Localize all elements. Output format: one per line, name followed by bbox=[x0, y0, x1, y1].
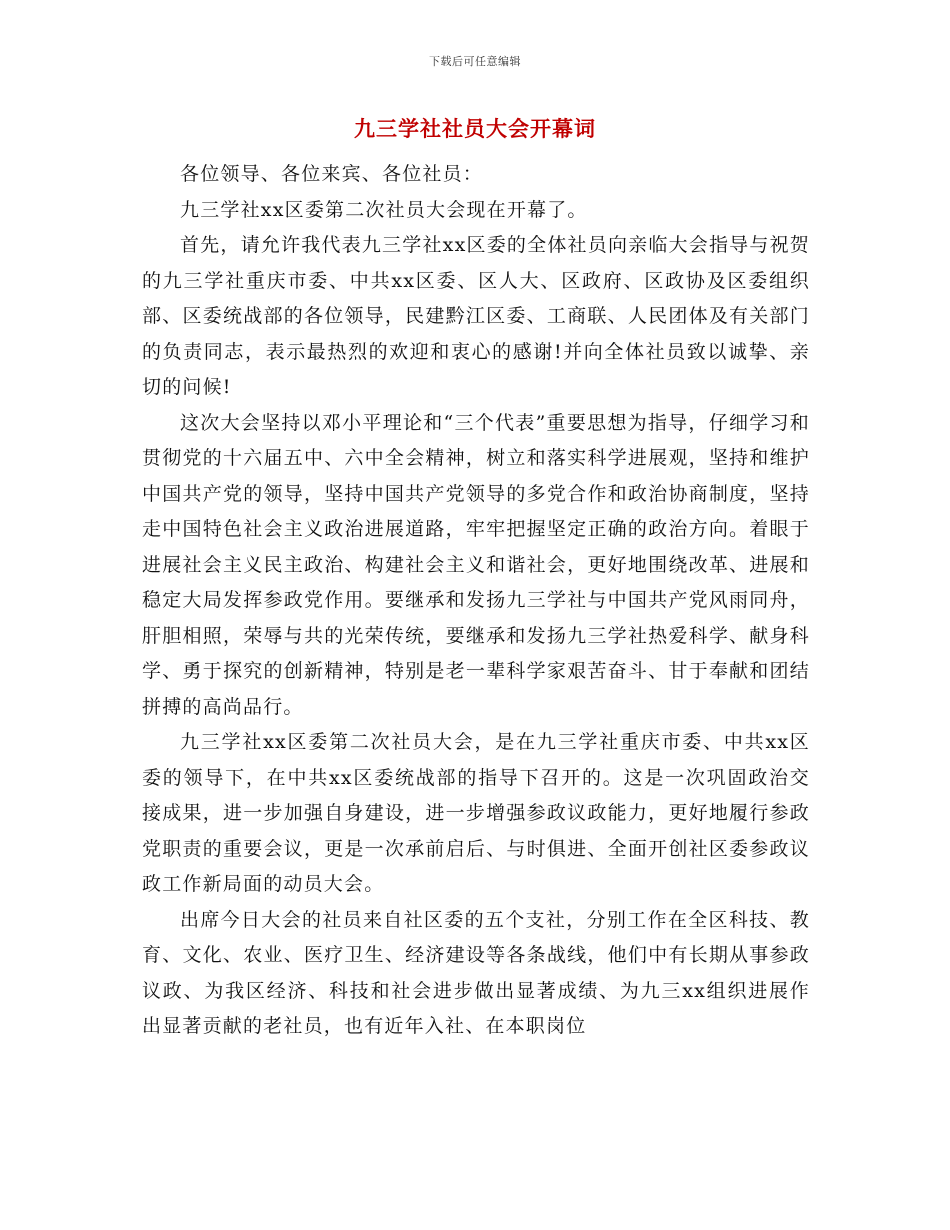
document-title: 九三学社社员大会开幕词 bbox=[354, 117, 596, 141]
salutation-paragraph: 各位领导、各位来宾、各位社员： bbox=[180, 163, 484, 185]
guiding-principles-paragraph: 这次大会坚持以邓小平理论和“三个代表”重要思想为指导，仔细学习和贯彻党的十六届五中、六中全会精神，树立和落实科学进展观，坚持和维护中国共产党的领导，坚持中国共产党领导的多党合作和政治协商制度，坚持走中国特色社会主义政治进展道路，牢牢把握坚定正确的政治方向。着眼于进展社会主义民主政治、构建社会主义和谐社会，更好地围绕改革、进展和稳定大局发挥参政党作用。要继承和发扬九三学社与中国共产党风雨同舟，肝胆相照，荣辱与共的光荣传统，要继承和发扬九三学社热爱科学、献身科学、勇于探究的创新精神，特别是老一辈科学家艰苦奋斗、甘于奉献和团结拼搏的高尚品行。 bbox=[142, 411, 810, 718]
opening-paragraph: 九三学社xx区委第二次社员大会现在开幕了。 bbox=[180, 198, 588, 221]
attendees-paragraph: 出席今日大会的社员来自社区委的五个支社，分别工作在全区科技、教育、文化、农业、医疗卫生、经济建设等各条战线，他们中有长期从事参政议政、为我区经济、科技和社会进步做出显著成绩、为九三xx组织进展作出显著贡献的老社员，也有近年入社、在本职岗位 bbox=[142, 908, 810, 1037]
meeting-significance-paragraph: 九三学社xx区委第二次社员大会，是在九三学社重庆市委、中共xx区委的领导下，在中共xx区委统战部的指导下召开的。这是一次巩固政治交接成果，进一步加强自身建设，进一步增强参政议政能力，更好地履行参政党职责的重要会议，更是一次承前启后、与时俱进、全面开创社区委参政议政工作新局面的动员大会。 bbox=[142, 731, 810, 895]
welcome-paragraph: 首先，请允许我代表九三学社xx区委的全体社员向亲临大会指导与祝贺的九三学社重庆市委、中共xx区委、区人大、区政府、区政协及区委组织部、区委统战部的各位领导，民建黔江区委、工商联、人民团体及有关部门的负责同志，表示最热烈的欢迎和衷心的感谢!并向全体社员致以诚挚、亲切的问候! bbox=[142, 234, 810, 398]
header-note: 下载后可任意编辑 bbox=[429, 55, 521, 68]
document-body bbox=[142, 157, 810, 1045]
